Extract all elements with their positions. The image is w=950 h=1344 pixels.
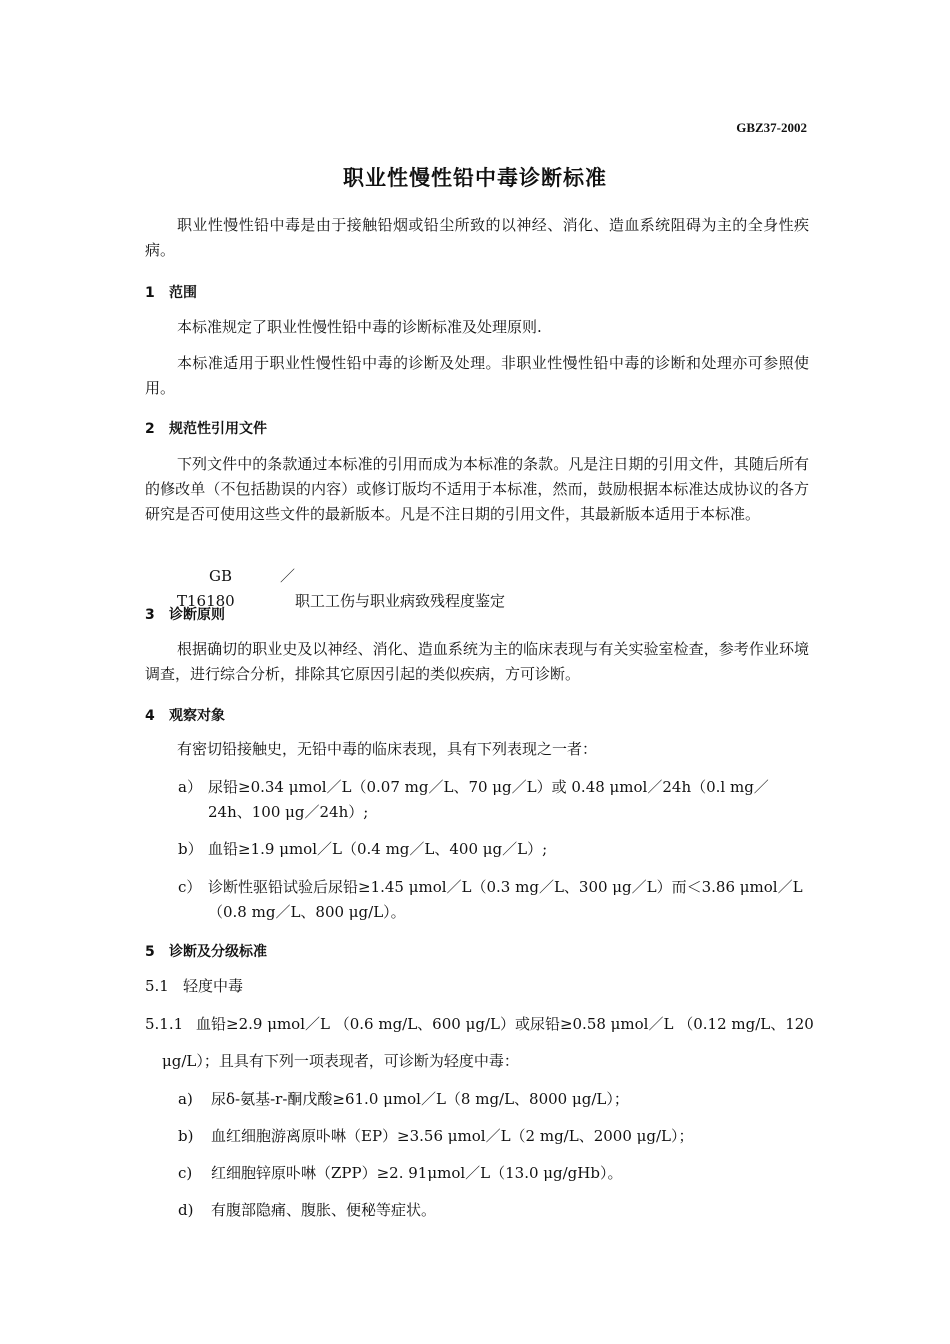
- list-marker: c): [178, 1164, 193, 1182]
- list-item: [178, 1087, 629, 1112]
- intro-paragraph: 职业性慢性铅中毒是由于接触铅烟或铅尘所致的以神经、消化、造血系统阻碍为主的全身性疾病。: [145, 216, 809, 259]
- document-code: GBZ37-2002: [736, 120, 807, 135]
- section-title: 观察对象: [169, 708, 225, 724]
- list-text: 红细胞锌原卟啉（ZPP）≥2. 91μmol／L（13.0 μg/gHb）。: [211, 1164, 623, 1182]
- list-item: [178, 775, 808, 825]
- section-1-heading: [145, 282, 197, 302]
- section-number: 1: [145, 285, 155, 301]
- section-4-paragraph-1: 有密切铅接触史，无铅中毒的临床表现，具有下列表现之一者：: [177, 740, 598, 758]
- subsection-number: 5.1: [145, 977, 169, 995]
- section-title: 诊断原则: [169, 607, 225, 623]
- section-3-heading: [145, 604, 225, 624]
- list-item: [178, 837, 808, 862]
- section-number: 3: [145, 607, 155, 623]
- subsection-title: 轻度中毒: [183, 977, 244, 995]
- section-number: 4: [145, 708, 155, 724]
- section-3-paragraph-1: 根据确切的职业史及以神经、消化、造血系统为主的临床表现与有关实验室检查，参考作业环境调查，进行综合分析，排除其它原因引起的类似疾病，方可诊断。: [145, 640, 809, 683]
- list-marker: a）: [178, 778, 202, 796]
- reference-code: GB／T16180: [177, 567, 295, 610]
- list-marker: b）: [178, 840, 203, 858]
- list-item: [178, 875, 808, 925]
- section-title: 诊断及分级标准: [169, 944, 267, 960]
- list-item: [178, 1124, 694, 1149]
- list-marker: b): [178, 1127, 194, 1145]
- section-number: 2: [145, 421, 155, 437]
- list-marker: d): [178, 1201, 194, 1219]
- reference-title: 职工工伤与职业病致残程度鉴定: [295, 592, 506, 610]
- section-5-heading: [145, 941, 267, 961]
- subsection-5-1-heading: [145, 974, 243, 999]
- clause-5-1-1-line-2: μg/L）；且具有下列一项表现者，可诊断为轻度中毒：: [162, 1052, 519, 1070]
- list-text: 尿铅≥0.34 μmol／L（0.07 mg／L、70 μg／L）或 0.48 μmol／24h（0.l mg／24h、100 μg／24h）;: [208, 778, 769, 821]
- section-1-paragraph-2: 本标准适用于职业性慢性铅中毒的诊断及处理。非职业性慢性铅中毒的诊断和处理亦可参照使用。: [145, 354, 809, 397]
- section-2-paragraph-1: 下列文件中的条款通过本标准的引用而成为本标准的条款。凡是注日期的引用文件，其随后所有的修改单（不包括勘误的内容）或修订版均不适用于本标准，然而，鼓励根据本标准达成协议的各方研究是否可使用这些文件的最新版本。凡是不注日期的引用文件，其最新版本适用于本标准。: [145, 455, 809, 523]
- page-title: 职业性慢性铅中毒诊断标准: [343, 166, 607, 190]
- list-marker: a): [178, 1090, 193, 1108]
- section-number: 5: [145, 944, 155, 960]
- list-marker: c）: [178, 878, 202, 896]
- section-4-heading: [145, 705, 225, 725]
- clause-5-1-1-line-1: [145, 1012, 814, 1037]
- list-item: [178, 1161, 622, 1186]
- section-2-heading: [145, 418, 267, 438]
- section-1-paragraph-1: 本标准规定了职业性慢性铅中毒的诊断标准及处理原则.: [177, 318, 542, 336]
- clause-number: 5.1.1: [145, 1015, 184, 1033]
- normative-reference: [145, 564, 809, 614]
- list-item: [178, 1198, 436, 1223]
- clause-text: 血铅≥2.9 μmol／L （0.6 mg/L、600 μg/L）或尿铅≥0.58 μmol／L （0.12 mg/L、120: [196, 1015, 814, 1033]
- section-title: 范围: [169, 285, 197, 301]
- list-text: 有腹部隐痛、腹胀、便秘等症状。: [211, 1201, 437, 1219]
- section-title: 规范性引用文件: [169, 421, 267, 437]
- list-text: 血红细胞游离原卟啉（EP）≥3.56 μmol／L（2 mg/L、2000 μg/L）；: [211, 1127, 694, 1145]
- list-text: 血铅≥1.9 μmol／L（0.4 mg／L、400 μg／L）;: [208, 840, 548, 858]
- list-text: 诊断性驱铅试验后尿铅≥1.45 μmol／L（0.3 mg／L、300 μg／L）而＜3.86 μmol／L（0.8 mg／L、800 μg/L）。: [208, 878, 803, 921]
- list-text: 尿δ-氨基-r-酮戊酸≥61.0 μmol／L（8 mg/L、8000 μg/L）；: [211, 1090, 629, 1108]
